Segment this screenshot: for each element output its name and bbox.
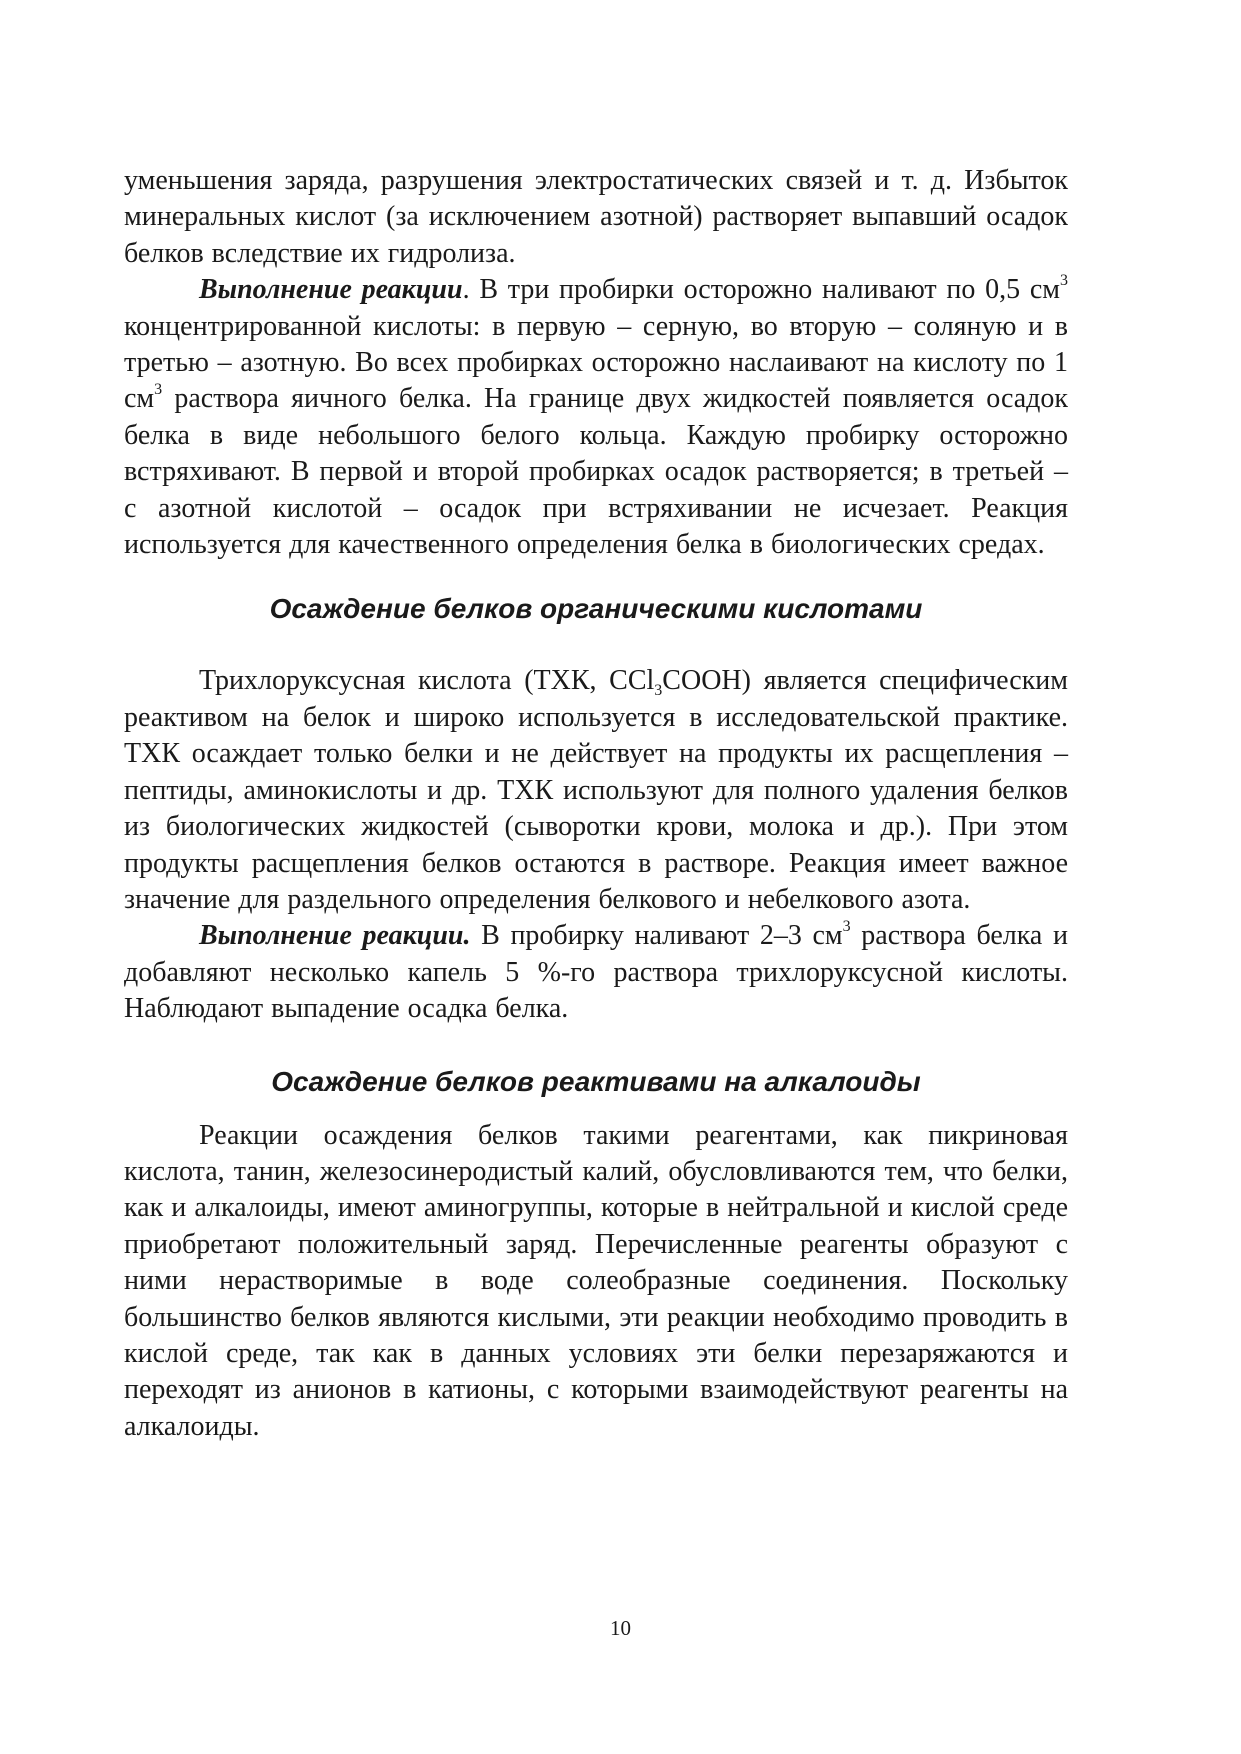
superscript-3: 3 xyxy=(842,918,851,936)
procedure-text-1: В пробирку наливают 2–3 см xyxy=(470,920,843,952)
procedure-lead-punct: . xyxy=(462,274,470,306)
tca-text-2: COOH) является специфическим реактивом на белок и широко используется в исследовательской практике. ТХК осаждает только белки и не действует на продукты их расщепления – пептиды, аминокислоты и др. ТХК используют для полного удаления белков из биологических жидкостей (сыворотки крови, молока и др.). При этом продукты расщепления белков остаются в растворе. Реакция имеет важное значение для раздельного определения белкового и небелкового азота. xyxy=(124,665,1068,915)
paragraph-procedure-inorganic xyxy=(124,272,1068,563)
paragraph-procedure-tca xyxy=(124,918,1068,1027)
page-number: 10 xyxy=(610,1616,631,1640)
procedure-text-2: концентрированной кислоты: в первую – серную, во вторую – соляную и в третью – азотную. Во всех пробирках осторожно наслаивают на кислоту по 1 см xyxy=(124,310,1068,415)
document-page xyxy=(124,163,1068,1445)
procedure-lead: Выполнение реакции. xyxy=(199,920,471,952)
tca-text-1: Трихлоруксусная кислота (ТХК, CCl xyxy=(199,665,655,697)
superscript-3: 3 xyxy=(154,381,163,399)
superscript-3: 3 xyxy=(1060,272,1068,290)
section-heading-organic-acids: Осаждение белков органическими кислотами xyxy=(269,593,923,625)
paragraph-tca xyxy=(124,663,1068,918)
procedure-lead: Выполнение реакции xyxy=(199,274,463,306)
paragraph-continuation: уменьшения заряда, разрушения электростатических связей и т. д. Избыток минеральных кислот (за исключением азотной) растворяет выпавший осадок белков вследствие их гидролиза. xyxy=(124,165,1068,269)
subscript-3: 3 xyxy=(654,682,663,700)
section-heading-alkaloid-reagents: Осаждение белков реактивами на алкалоиды xyxy=(271,1065,921,1097)
procedure-text-1: В три пробирки осторожно наливают по 0,5 см xyxy=(469,274,1060,306)
procedure-text-3: раствора яичного белка. На границе двух жидкостей появляется осадок белка в виде небольшого белого кольца. Каждую пробирку осторожно встряхивают. В первой и второй пробирках осадок растворяется; в третьей – с азотной кислотой – осадок при встряхивании не исчезает. Реакция используется для качественного определения белка в биологических средах. xyxy=(124,383,1068,561)
procedure-text-2: раствора белка и добавляют несколько капель 5 %-го раствора трихлоруксусной кислоты. Наблюдают выпадение осадка белка. xyxy=(124,920,1068,1025)
paragraph-alkaloid-reagents: Реакции осаждения белков такими реагентами, как пикриновая кислота, танин, железосинеродистый калий, обусловливаются тем, что белки, как и алкалоиды, имеют аминогруппы, которые в нейтральной и кислой среде приобретают положительный заряд. Перечисленные реагенты образуют с ними нерастворимые в воде солеобразные соединения. Поскольку большинство белков являются кислыми, эти реакции необходимо проводить в кислой среде, так как в данных условиях эти белки перезаряжаются и переходят из анионов в катионы, с которыми взаимодействуют реагенты на алкалоиды. xyxy=(124,1119,1068,1442)
